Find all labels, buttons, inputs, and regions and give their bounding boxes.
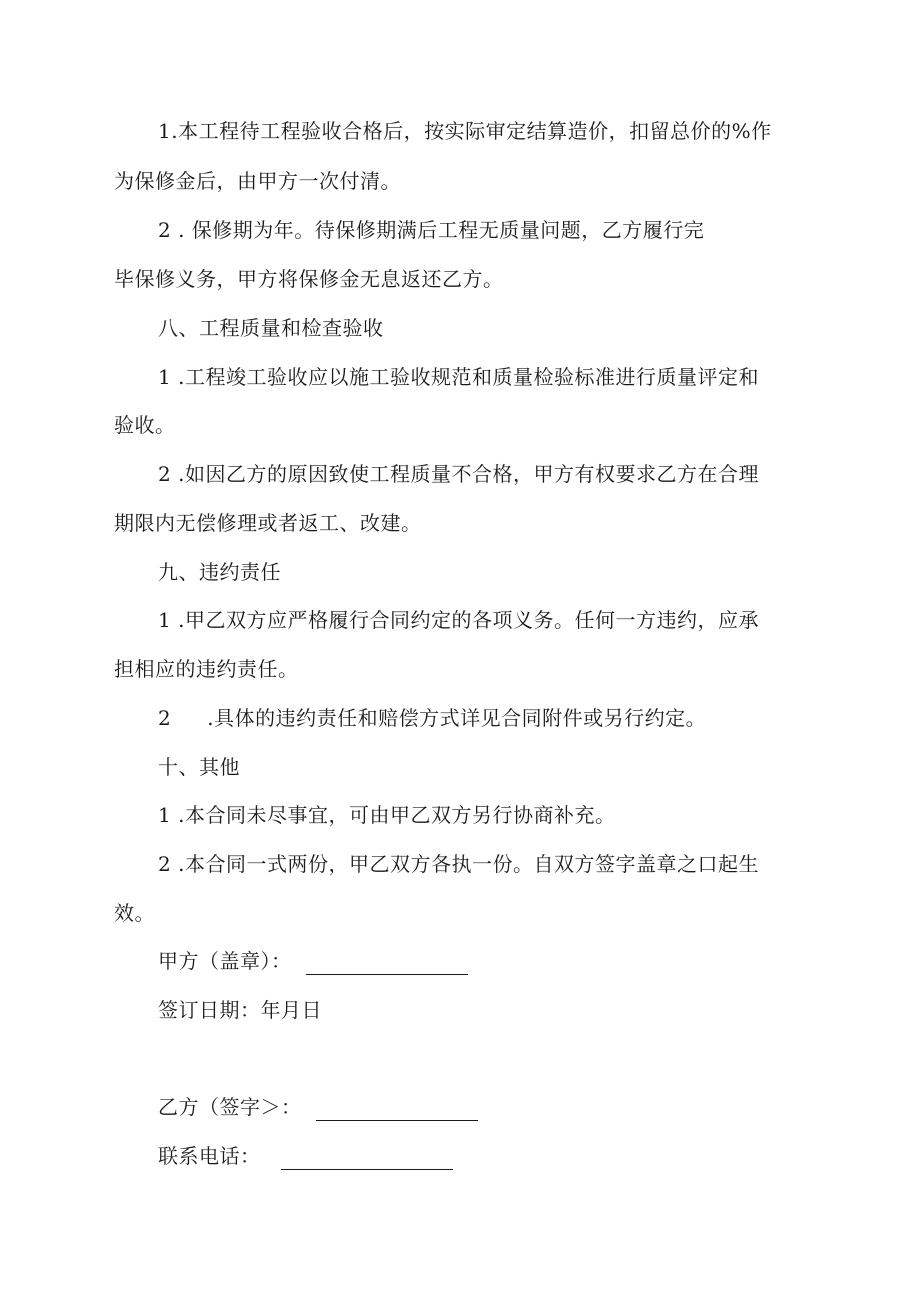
warranty-item-2-line-1: 2 . 保修期为年。待保修期满后工程无质量问题，乙方履行完 [158,218,705,242]
other-item-1-line-1: 1 .本合同未尽事宜，可由甲乙双方另行协商补充。 [158,803,616,827]
sign-date-label: 签订日期：年月日 [158,998,322,1022]
party-a-seal-row [158,947,468,975]
liability-item-1-line-1: 1 .甲乙双方应严格履行合同约定的各项义务。任何一方违约，应承 [158,608,759,632]
liability-item-2-text: .具体的违约责任和赔偿方式详见合同附件或另行约定。 [207,706,707,730]
warranty-item-1-line-2: 为保修金后，由甲方一次付清。 [114,169,401,193]
warranty-item-1-line-1: 1.本工程待工程验收合格后，按实际审定结算造价，扣留总价的%作 [158,119,772,143]
other-item-2-line-1: 2 .本合同一式两份，甲乙双方各执一份。自双方签字盖章之口起生 [158,852,759,876]
section-heading-liability: 九、违约责任 [158,560,281,584]
section-heading-quality: 八、工程质量和检查验收 [158,316,384,340]
liability-item-2-number: 2 [158,706,172,730]
party-b-label: 乙方（签字＞： [158,1095,302,1119]
party-a-label: 甲方（盖章）： [158,949,292,973]
liability-item-2 [158,704,706,732]
phone-blank[interactable] [281,1147,453,1170]
phone-row [158,1142,453,1170]
quality-item-2-line-2: 期限内无偿修理或者返工、改建。 [114,511,422,535]
phone-label: 联系电话： [158,1144,261,1168]
other-item-2-line-2: 效。 [114,901,155,925]
section-heading-other: 十、其他 [158,755,240,779]
party-b-signature-row [158,1093,478,1121]
warranty-item-2-line-2: 毕保修义务，甲方将保修金无息返还乙方。 [114,267,504,291]
quality-item-1-line-2: 验收。 [114,413,176,437]
liability-item-1-line-2: 担相应的违约责任。 [114,657,299,681]
quality-item-2-line-1: 2 .如因乙方的原因致使工程质量不合格，甲方有权要求乙方在合理 [158,462,759,486]
quality-item-1-line-1: 1 .工程竣工验收应以施工验收规范和质量检验标准进行质量评定和 [158,365,759,389]
party-a-signature-blank[interactable] [306,952,468,975]
party-b-signature-blank[interactable] [316,1098,478,1121]
